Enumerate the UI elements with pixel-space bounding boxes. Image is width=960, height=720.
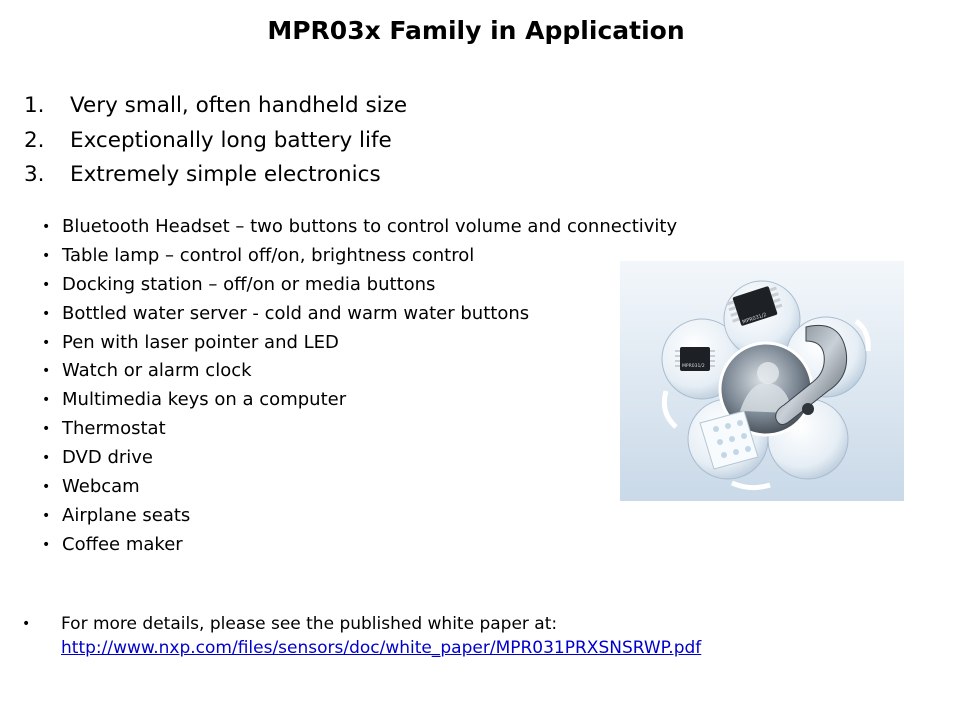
slide-title: MPR03x Family in Application bbox=[267, 16, 685, 45]
numbered-list bbox=[24, 89, 407, 193]
bullet-icon: • bbox=[42, 479, 51, 496]
list-item-text: Table lamp – control off/on, brightness control bbox=[62, 244, 475, 266]
list-item-text: Multimedia keys on a computer bbox=[62, 389, 347, 411]
bullet-icon: • bbox=[42, 219, 51, 235]
applications-list bbox=[42, 213, 677, 560]
bullet-icon: • bbox=[42, 536, 51, 553]
bullet-icon: • bbox=[42, 305, 51, 322]
item-number: 1. bbox=[24, 93, 45, 118]
list-item-text: Webcam bbox=[62, 476, 140, 498]
bullet-icon: • bbox=[42, 247, 51, 264]
product-illustration bbox=[620, 261, 904, 501]
bullet-icon: • bbox=[42, 450, 51, 467]
list-item bbox=[42, 329, 677, 358]
list-item-text: Airplane seats bbox=[62, 504, 191, 526]
bullet-icon: • bbox=[42, 392, 51, 409]
bullet-icon: • bbox=[42, 507, 51, 524]
list-item-text: Pen with laser pointer and LED bbox=[62, 331, 339, 353]
item-text: Extremely simple electronics bbox=[70, 162, 381, 187]
item-number: 3. bbox=[24, 162, 45, 187]
chip-label: MPR031/2 bbox=[741, 312, 768, 326]
person-head bbox=[757, 362, 779, 384]
list-item-text: Docking station – off/on or media buttons bbox=[62, 273, 436, 295]
numbered-item bbox=[24, 158, 407, 193]
chip-icon bbox=[675, 347, 715, 371]
list-item bbox=[42, 386, 677, 415]
list-item-text: Bottled water server - cold and warm water buttons bbox=[62, 302, 530, 324]
item-text: Exceptionally long battery life bbox=[70, 127, 392, 153]
list-item bbox=[42, 415, 677, 444]
list-item bbox=[42, 502, 677, 531]
bullet-icon: • bbox=[42, 276, 51, 293]
footer-link-line bbox=[61, 636, 701, 660]
list-item-text: Coffee maker bbox=[62, 533, 183, 555]
list-item bbox=[42, 531, 677, 560]
bullet-icon: • bbox=[42, 421, 51, 438]
bullet-icon: • bbox=[42, 363, 51, 380]
list-item-text: Watch or alarm clock bbox=[62, 360, 252, 382]
bullet-icon: • bbox=[42, 334, 51, 351]
bullet-icon: • bbox=[22, 616, 31, 632]
list-item bbox=[42, 300, 677, 329]
footer-text: For more details, please see the published white paper at: bbox=[61, 614, 558, 634]
list-item bbox=[42, 444, 677, 473]
list-item-text: DVD drive bbox=[62, 447, 153, 469]
list-item-text: Thermostat bbox=[62, 418, 166, 440]
footer-note bbox=[22, 612, 701, 660]
list-item bbox=[42, 357, 677, 386]
list-item bbox=[42, 271, 677, 300]
headset-button bbox=[802, 403, 814, 415]
list-item bbox=[42, 473, 677, 502]
chip-label: MPR031/2 bbox=[682, 364, 705, 369]
list-item bbox=[42, 242, 677, 271]
list-item bbox=[42, 213, 677, 242]
list-item-text: Bluetooth Headset – two buttons to control volume and connectivity bbox=[62, 216, 678, 237]
numbered-item bbox=[24, 124, 407, 159]
item-number: 2. bbox=[24, 127, 45, 153]
white-paper-link[interactable]: http://www.nxp.com/files/sensors/doc/white_paper/MPR031PRXSNSRWP.pdf bbox=[61, 638, 702, 658]
numbered-item bbox=[24, 89, 407, 124]
item-text: Very small, often handheld size bbox=[70, 93, 408, 118]
